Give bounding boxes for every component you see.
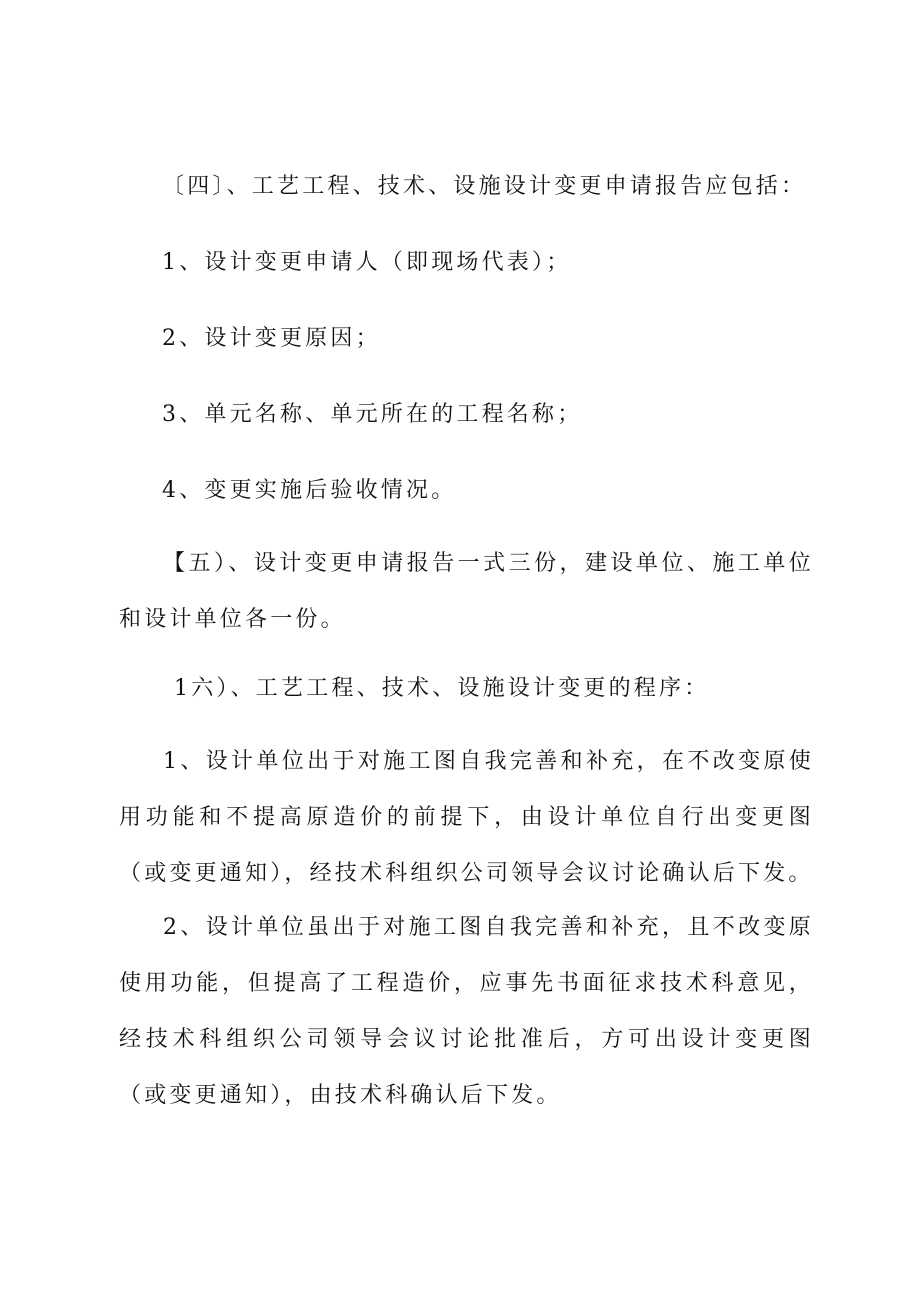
section-heading-four: 〔四〕、工艺工程、技术、设施设计变更申请报告应包括： xyxy=(162,174,807,199)
list-item: 4、变更实施后验收情况。 xyxy=(162,478,457,503)
list-item: 3、单元名称、单元所在的工程名称； xyxy=(162,402,583,427)
list-item: 2、设计变更原因； xyxy=(162,326,381,351)
procedure-paragraph-2: 2、设计单位虽出于对施工图自我完善和补充，且不改变原使用功能，但提高了工程造价，应事先书面征求技术科意见，经技术科组织公司领导会议讨论批准后，方可出设计变更图（或变更通知），由技术科确认后下发。 xyxy=(119,915,814,1108)
list-item: 1、设计变更申请人（即现场代表）； xyxy=(162,250,572,275)
procedure-paragraph-1: 1、设计单位出于对施工图自我完善和补充，在不改变原使用功能和不提高原造价的前提下，由设计单位自行出变更图（或变更通知），经技术科组织公司领导会议讨论确认后下发。 xyxy=(119,749,814,886)
section-heading-six: 1六）、工艺工程、技术、设施设计变更的程序： xyxy=(174,676,710,701)
section-paragraph-five: 【五）、设计变更申请报告一式三份，建设单位、施工单位和设计单位各一份。 xyxy=(119,551,814,632)
